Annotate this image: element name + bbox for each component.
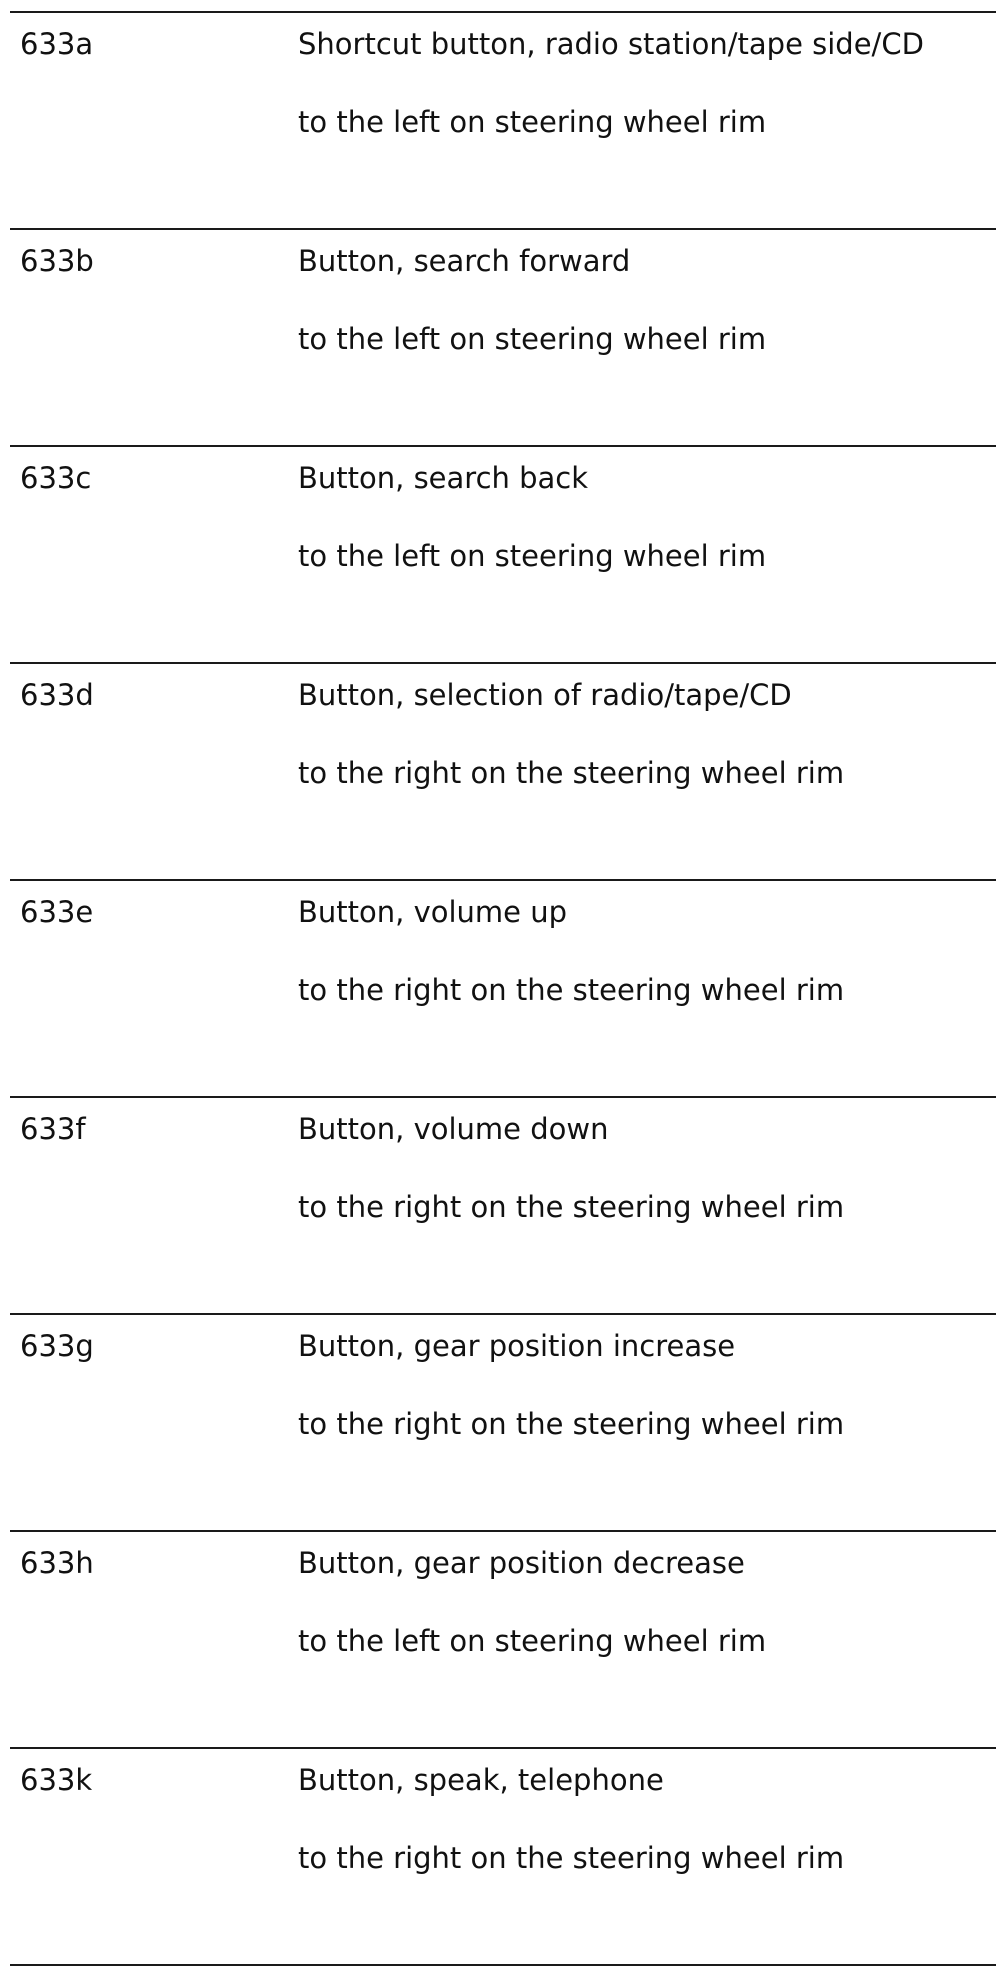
table-row (10, 1313, 996, 1530)
row-description: Button, selection of radio/tape/CD (298, 678, 792, 712)
table-row (10, 1096, 996, 1313)
row-description: Button, gear position increase (298, 1329, 736, 1363)
row-location: to the right on the steering wheel rim (298, 973, 845, 1007)
row-location: to the right on the steering wheel rim (298, 1841, 845, 1875)
row-code: 633e (20, 895, 94, 929)
row-description: Button, gear position decrease (298, 1546, 745, 1580)
row-location: to the left on steering wheel rim (298, 1624, 767, 1658)
table-row (10, 1530, 996, 1747)
table-row (10, 879, 996, 1096)
row-code: 633d (20, 678, 94, 712)
row-location: to the left on steering wheel rim (298, 105, 767, 139)
row-code: 633k (20, 1763, 93, 1797)
table-row (10, 228, 996, 445)
table-row (10, 11, 996, 228)
row-location: to the right on the steering wheel rim (298, 756, 845, 790)
row-code: 633f (20, 1112, 86, 1146)
row-description: Button, search back (298, 461, 589, 495)
table-row (10, 1747, 996, 1966)
row-code: 633a (20, 27, 94, 61)
row-code: 633b (20, 244, 94, 278)
row-description: Button, volume up (298, 895, 568, 929)
row-code: 633c (20, 461, 92, 495)
reference-table (10, 11, 996, 1966)
row-description: Button, search forward (298, 244, 631, 278)
row-description: Button, speak, telephone (298, 1763, 664, 1797)
row-location: to the left on steering wheel rim (298, 539, 767, 573)
table-row (10, 662, 996, 879)
table-row (10, 445, 996, 662)
row-description: Button, volume down (298, 1112, 609, 1146)
row-code: 633h (20, 1546, 94, 1580)
row-location: to the left on steering wheel rim (298, 322, 767, 356)
row-location: to the right on the steering wheel rim (298, 1407, 845, 1441)
row-location: to the right on the steering wheel rim (298, 1190, 845, 1224)
row-description: Shortcut button, radio station/tape side/CD (298, 27, 924, 61)
row-code: 633g (20, 1329, 94, 1363)
